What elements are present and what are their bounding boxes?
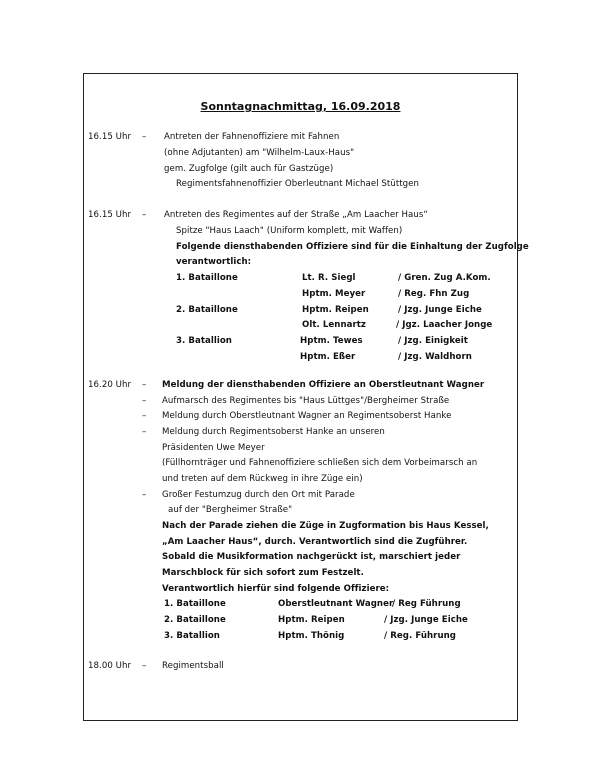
dash: – (142, 396, 147, 406)
schedule-line: Antreten des Regimentes auf der Straße „Am Laacher Haus“ (164, 210, 428, 220)
schedule-line: (ohne Adjutanten) am "Wilhelm-Laux-Haus" (164, 148, 355, 158)
officer-name: Hptm. Meyer (302, 289, 366, 299)
unit-label: 2. Bataillone (176, 305, 238, 315)
dash: – (142, 490, 147, 500)
zug-name: / Jzg. Waldhorn (398, 352, 472, 362)
officer-name: Hptm. Thönig (278, 631, 345, 641)
schedule-line: gem. Zugfolge (gilt auch für Gastzüge) (164, 164, 334, 174)
time-label: 16.20 Uhr (88, 380, 132, 390)
officer-name: Oberstleutnant Wagner (278, 599, 394, 609)
schedule-line: Sobald die Musikformation nachgerückt ist, marschiert jeder (162, 552, 461, 562)
schedule-line: (Füllhornträger und Fahnenoffiziere schließen sich dem Vorbeimarsch an (162, 458, 478, 468)
schedule-line: Antreten der Fahnenoffiziere mit Fahnen (164, 132, 340, 142)
schedule-line: Marschblock für sich sofort zum Festzelt. (162, 568, 364, 578)
schedule-line: verantwortlich: (176, 257, 252, 267)
time-label: 16.15 Uhr (88, 210, 132, 220)
schedule-line: „Am Laacher Haus“, durch. Verantwortlich sind die Zugführer. (162, 537, 468, 547)
officer-name: Olt. Lennartz (302, 320, 366, 330)
officer-name: Hptm. Eßer (300, 352, 356, 362)
schedule-line: auf der "Bergheimer Straße" (168, 505, 293, 515)
schedule-line: Folgende diensthabenden Offiziere sind für die Einhaltung der Zugfolge (176, 242, 529, 252)
zug-name: / Jzg. Einigkeit (398, 336, 468, 346)
dash: – (142, 661, 147, 671)
schedule-line: Meldung durch Oberstleutnant Wagner an Regimentsoberst Hanke (162, 411, 452, 421)
dash: – (142, 132, 147, 142)
zug-name: / Reg Führung (392, 599, 461, 609)
schedule-line: Meldung der diensthabenden Offiziere an Oberstleutnant Wagner (162, 380, 485, 390)
schedule-line: Meldung durch Regimentsoberst Hanke an unseren (162, 427, 385, 437)
unit-label: 1. Bataillone (176, 273, 238, 283)
unit-label: 3. Batallion (164, 631, 220, 641)
officer-name: Hptm. Reipen (278, 615, 345, 625)
schedule-line: Großer Festumzug durch den Ort mit Parade (162, 490, 355, 500)
schedule-line: Aufmarsch des Regimentes bis "Haus Lüttges"/Bergheimer Straße (162, 396, 450, 406)
schedule-line: Regimentsfahnenoffizier Oberleutnant Michael Stüttgen (176, 179, 420, 189)
schedule-line: Regimentsball (162, 661, 224, 671)
schedule-line: Spitze "Haus Laach" (Uniform komplett, mit Waffen) (176, 226, 403, 236)
time-label: 18.00 Uhr (88, 661, 132, 671)
zug-name: / Jzg. Junge Eiche (384, 615, 468, 625)
zug-name: / Jgz. Laacher Jonge (396, 320, 493, 330)
page-title: Sonntagnachmittag, 16.09.2018 (200, 100, 401, 113)
dash: – (142, 411, 147, 421)
schedule-line: und treten auf dem Rückweg in ihre Züge ein) (162, 474, 363, 484)
schedule-line: Präsidenten Uwe Meyer (162, 443, 265, 453)
officer-name: Hptm. Tewes (300, 336, 363, 346)
dash: – (142, 380, 147, 390)
zug-name: / Reg. Fhn Zug (398, 289, 470, 299)
unit-label: 2. Bataillone (164, 615, 226, 625)
dash: – (142, 427, 147, 437)
zug-name: / Jzg. Junge Eiche (398, 305, 482, 315)
schedule-line: Verantwortlich hierfür sind folgende Offiziere: (162, 584, 390, 594)
officer-name: Hptm. Reipen (302, 305, 369, 315)
zug-name: / Gren. Zug A.Kom. (398, 273, 491, 283)
officer-name: Lt. R. Siegl (302, 273, 356, 283)
dash: – (142, 210, 147, 220)
unit-label: 3. Batallion (176, 336, 232, 346)
unit-label: 1. Bataillone (164, 599, 226, 609)
time-label: 16.15 Uhr (88, 132, 132, 142)
zug-name: / Reg. Führung (384, 631, 456, 641)
schedule-line: Nach der Parade ziehen die Züge in Zugformation bis Haus Kessel, (162, 521, 489, 531)
